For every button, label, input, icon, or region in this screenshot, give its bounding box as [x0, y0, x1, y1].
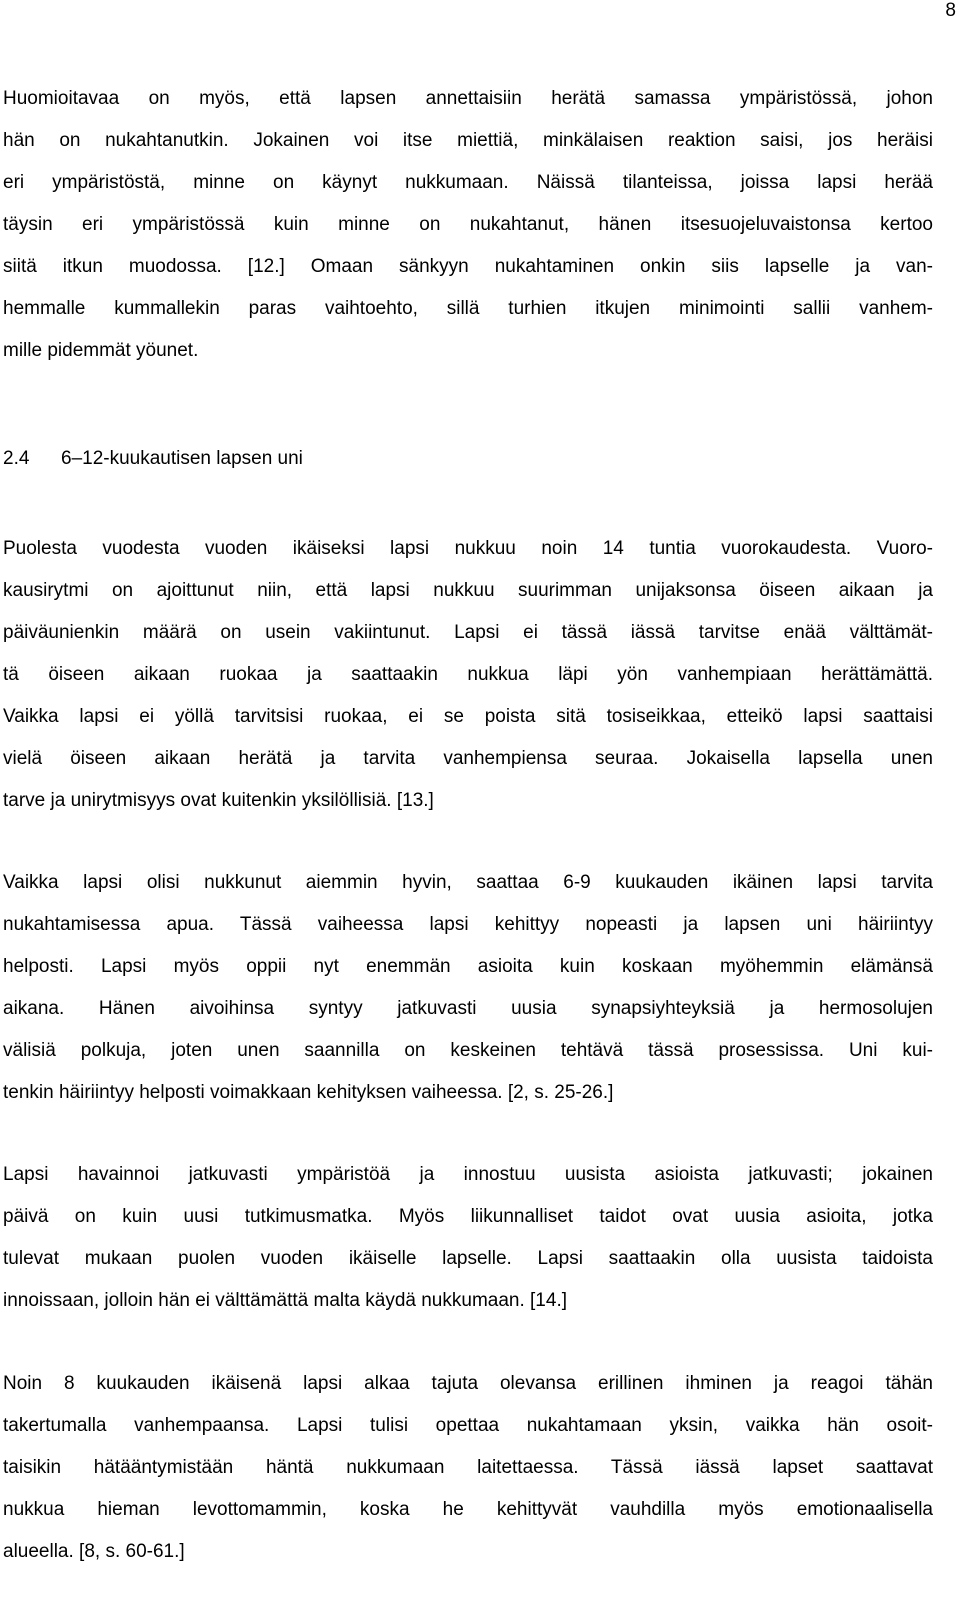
text-line: vielä öiseen aikaan herätä ja tarvita vanhempiensa seuraa. Jokaisella lapsella unen [3, 748, 933, 769]
text-line: Vaikka lapsi olisi nukkunut aiemmin hyvin, saattaa 6-9 kuukauden ikäinen lapsi tarvita [3, 872, 933, 893]
text-line: alueella. [8, s. 60-61.] [3, 1541, 185, 1562]
text-line: hemmalle kummallekin paras vaihtoehto, sillä turhien itkujen minimointi sallii vanhem- [3, 298, 933, 319]
text-line: välisiä polkuja, joten unen saannilla on keskeinen tehtävä tässä prosessissa. Uni kui- [3, 1040, 933, 1061]
paragraph-5 [3, 1363, 933, 1573]
page-number: 8 [945, 0, 956, 21]
paragraph-2 [3, 528, 933, 822]
text-line: takertumalla vanhempaansa. Lapsi tulisi opettaa nukahtamaan yksin, vaikka hän osoit- [3, 1415, 933, 1436]
text-line: tenkin häiriintyy helposti voimakkaan kehityksen vaiheessa. [2, s. 25-26.] [3, 1082, 614, 1103]
text-line: täysin eri ympäristössä kuin minne on nukahtanut, hänen itsesuojeluvaistonsa kertoo [3, 214, 933, 235]
text-line: päiväunienkin määrä on usein vakiintunut. Lapsi ei tässä iässä tarvitse enää välttämät- [3, 622, 933, 643]
text-line: tä öiseen aikaan ruokaa ja saattaakin nukkua läpi yön vanhempiaan herättämättä. [3, 664, 933, 685]
text-line: päivä on kuin uusi tutkimusmatka. Myös liikunnalliset taidot ovat uusia asioita, jotka [3, 1206, 933, 1227]
section-title: 6–12-kuukautisen lapsen uni [61, 448, 303, 469]
text-line: mille pidemmät yöunet. [3, 340, 199, 361]
text-line: nukahtamisessa apua. Tässä vaiheessa lapsi kehittyy nopeasti ja lapsen uni häiriintyy [3, 914, 933, 935]
text-line: Huomioitavaa on myös, että lapsen annettaisiin herätä samassa ympäristössä, johon [3, 88, 933, 109]
section-number: 2.4 [3, 448, 30, 469]
text-line: innoissaan, jolloin hän ei välttämättä malta käydä nukkumaan. [14.] [3, 1290, 567, 1311]
text-line: tarve ja unirytmisyys ovat kuitenkin yksilöllisiä. [13.] [3, 790, 434, 811]
text-line: Vaikka lapsi ei yöllä tarvitsisi ruokaa, ei se poista sitä tosiseikkaa, etteikö lapsi saattaisi [3, 706, 933, 727]
text-line: helposti. Lapsi myös oppii nyt enemmän asioita kuin koskaan myöhemmin elämänsä [3, 956, 933, 977]
text-line: tulevat mukaan puolen vuoden ikäiselle lapselle. Lapsi saattaakin olla uusista taidoista [3, 1248, 933, 1269]
section-heading [3, 438, 933, 480]
text-line: aikana. Hänen aivoihinsa syntyy jatkuvasti uusia synapsiyhteyksiä ja hermosolujen [3, 998, 933, 1019]
text-line: siitä itkun muodossa. [12.] Omaan sänkyyn nukahtaminen onkin siis lapselle ja van- [3, 256, 933, 277]
paragraph-3 [3, 862, 933, 1114]
text-line: Noin 8 kuukauden ikäisenä lapsi alkaa tajuta olevansa erillinen ihminen ja reagoi tähän [3, 1373, 933, 1394]
text-line: nukkua hieman levottomammin, koska he kehittyvät vauhdilla myös emotionaalisella [3, 1499, 933, 1520]
paragraph-4 [3, 1154, 933, 1322]
text-line: hän on nukahtanutkin. Jokainen voi itse miettiä, minkälaisen reaktion saisi, jos heräisi [3, 130, 933, 151]
text-line: eri ympäristöstä, minne on käynyt nukkumaan. Näissä tilanteissa, joissa lapsi herää [3, 172, 933, 193]
text-line: Lapsi havainnoi jatkuvasti ympäristöä ja innostuu uusista asioista jatkuvasti; jokainen [3, 1164, 933, 1185]
paragraph-1 [3, 78, 933, 372]
text-line: Puolesta vuodesta vuoden ikäiseksi lapsi nukkuu noin 14 tuntia vuorokaudesta. Vuoro- [3, 538, 933, 559]
text-line: taisikin hätääntymistään häntä nukkumaan laitettaessa. Tässä iässä lapset saattavat [3, 1457, 933, 1478]
text-line: kausirytmi on ajoittunut niin, että lapsi nukkuu suurimman unijaksonsa öiseen aikaan ja [3, 580, 933, 601]
